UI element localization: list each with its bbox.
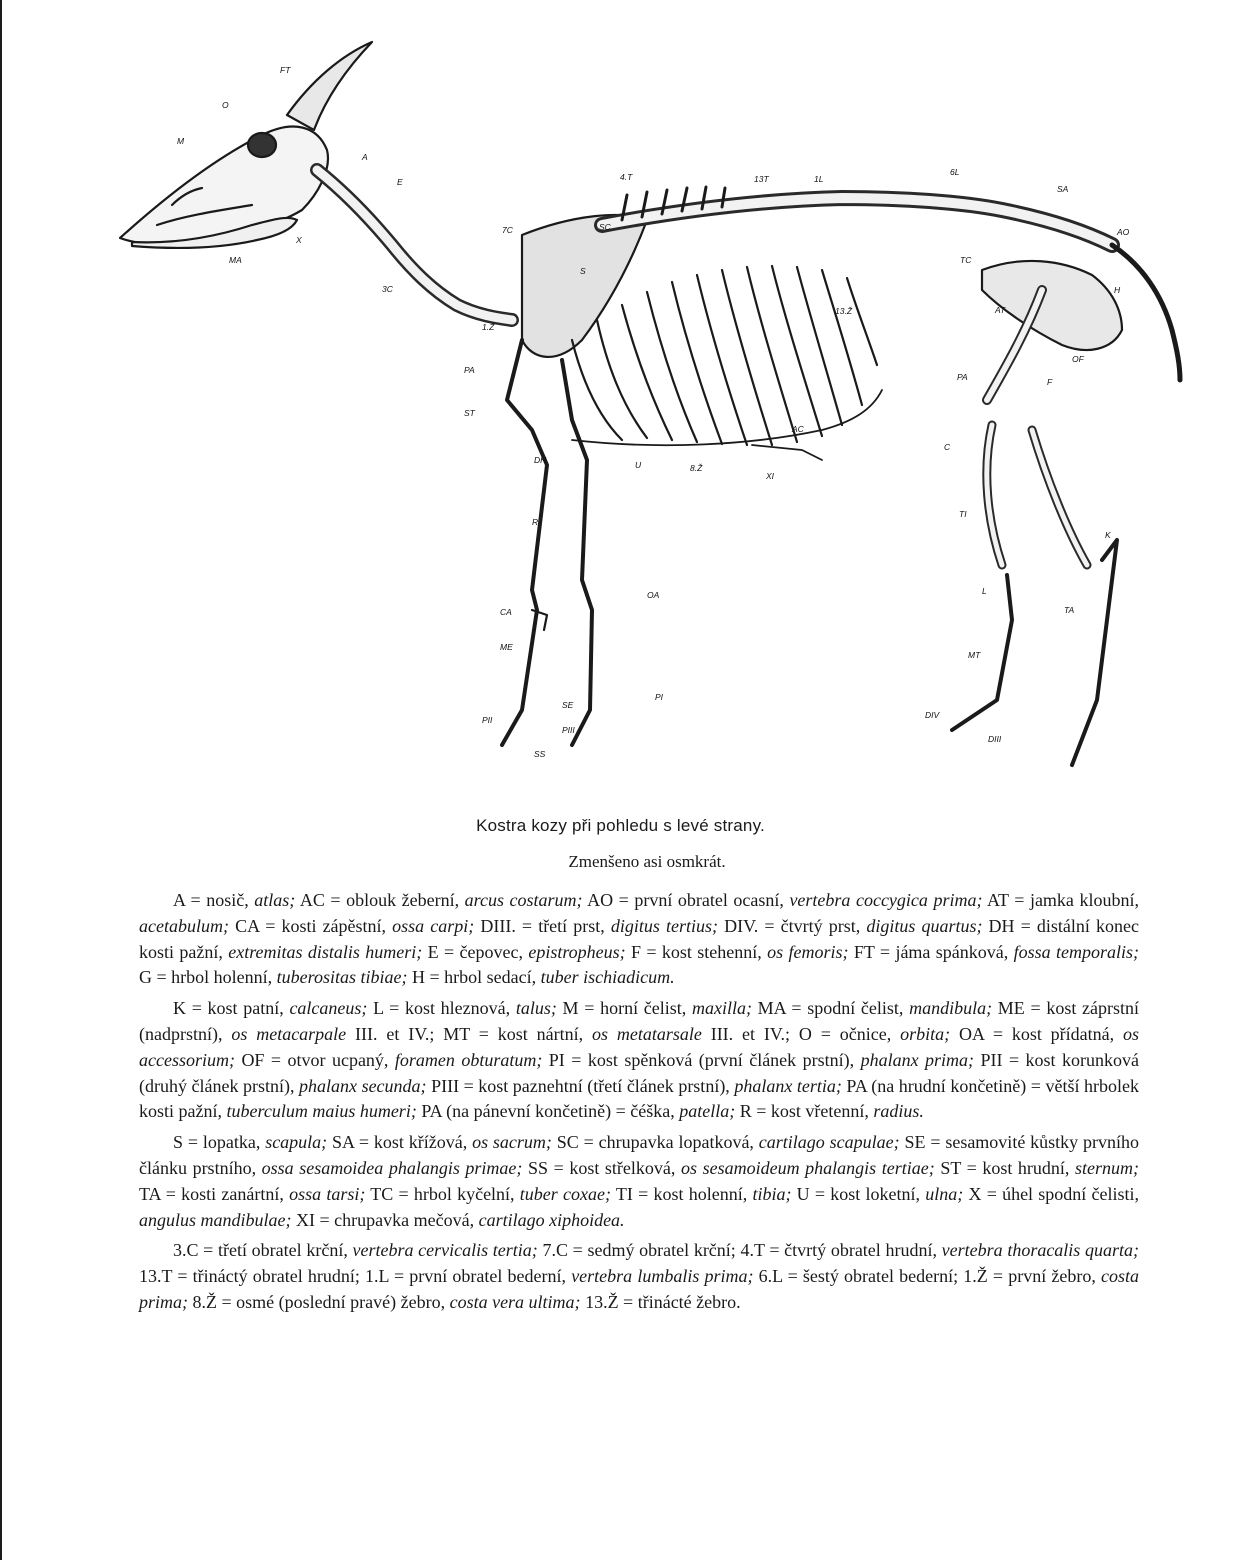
label-k: K [1105, 530, 1111, 540]
latin-term: phalanx prima; [860, 1049, 975, 1070]
legend-text: S = lopatka, [173, 1132, 266, 1153]
label-me: ME [500, 642, 513, 652]
legend-text: 13.T = třináctý obratel hrudní; 1.L = první obratel bederní, [139, 1266, 572, 1287]
latin-term: cartilago xiphoidea. [478, 1209, 625, 1230]
legend-text: AO = první obratel ocasní, [582, 890, 790, 910]
legend-text: PA (na pánevní končetině) = čéška, [416, 1101, 680, 1122]
label-dh: DH [534, 455, 547, 465]
label-piii: PIII [562, 725, 575, 735]
legend-text: R = kost vřetenní, [735, 1101, 874, 1122]
legend-text: 7.C = sedmý obratel krční; 4.T = čtvrtý obratel hrudní, [537, 1240, 942, 1261]
latin-term: os sesamoideum phalangis tertiae; [681, 1157, 935, 1178]
label-o: O [222, 100, 229, 110]
legend-text: E = čepovec, [422, 941, 529, 962]
latin-term: os femoris; [767, 941, 849, 962]
legend-text: ST = kost hrudní, [934, 1157, 1075, 1178]
legend-paragraph-2 [139, 996, 1139, 1125]
figure-caption-title: Kostra kozy při pohledu s levé strany. [476, 816, 765, 835]
legend-text: SA = kost křížová, [327, 1132, 473, 1153]
label-pa-front: PA [464, 365, 475, 375]
legend-text: G = hrbol holenní, [139, 967, 277, 988]
label-13z: 13.Ž [835, 306, 853, 316]
legend-text: TI = kost holenní, [610, 1183, 753, 1204]
legend-text: X = úhel spodní čelisti, [963, 1183, 1140, 1204]
latin-term: os metacarpale [231, 1023, 347, 1044]
legend-text: III. et IV.; O = očnice, [701, 1023, 901, 1044]
label-of: OF [1072, 354, 1084, 364]
legend-text: PI = kost spěnková (první článek prstní), [542, 1049, 861, 1070]
legend-text: PIII = kost paznehtní (třetí článek prstní), [426, 1075, 735, 1096]
label-ac: AC [792, 424, 804, 434]
label-div: DIV [925, 710, 940, 720]
latin-term: arcus costarum; [464, 890, 583, 910]
legend-text: L = kost hleznová, [367, 998, 516, 1019]
label-tc: TC [960, 255, 972, 265]
legend-text: XI = chrupavka mečová, [291, 1209, 479, 1230]
latin-term: calcaneus; [289, 998, 368, 1019]
legend-text: H = hrbol sedací, [407, 967, 541, 988]
label-ta: TA [1064, 605, 1075, 615]
label-a: A [362, 152, 368, 162]
legend-paragraph-1 [139, 888, 1139, 991]
label-ao: AO [1117, 227, 1130, 237]
latin-term: os sacrum; [472, 1132, 552, 1153]
legend-paragraph-3 [139, 1130, 1139, 1233]
latin-term: phalanx secunda; [299, 1075, 427, 1096]
latin-term: digitus quartus; [866, 915, 983, 936]
label-xi: XI [766, 471, 775, 481]
label-s: S [580, 266, 586, 276]
legend-text: PA (na hrudní končetině) = větší hrbolek kosti pažní, [139, 1075, 1139, 1122]
latin-term: costa vera ultima; [449, 1291, 581, 1312]
legend [139, 888, 1139, 1321]
latin-term: maxilla; [691, 998, 752, 1019]
label-pii: PII [482, 715, 493, 725]
latin-term: vertebra thoracalis quarta; [941, 1240, 1139, 1261]
label-6l: 6L [950, 167, 960, 177]
latin-term: scapula; [265, 1132, 328, 1153]
legend-paragraph-4 [139, 1238, 1139, 1315]
label-4t: 4.T [620, 172, 633, 182]
latin-term: costa prima; [139, 1266, 1139, 1312]
label-7c: 7C [502, 225, 513, 235]
latin-term: ossa carpi; [392, 915, 475, 936]
latin-term: sternum; [1075, 1157, 1139, 1178]
label-e: E [397, 177, 403, 187]
label-13t: 13T [754, 174, 769, 184]
label-pi-front: PI [655, 692, 664, 702]
label-h: H [1114, 285, 1121, 295]
legend-text: DIV. = čtvrtý prst, [718, 915, 867, 936]
legend-text: AT = jamka kloubní, [982, 890, 1139, 910]
latin-term: tibia; [752, 1183, 792, 1204]
label-8z: 8.Ž [690, 463, 703, 473]
legend-text: OA = kost přídatná, [950, 1023, 1124, 1044]
legend-text: 3.C = třetí obratel krční, [173, 1240, 353, 1261]
latin-term: tuberculum maius humeri; [226, 1101, 417, 1122]
latin-term: vertebra coccygica prima; [789, 890, 983, 910]
latin-term: mandibula; [909, 998, 993, 1019]
latin-term: os metatarsale [591, 1023, 702, 1044]
legend-text: 13.Ž = třinácté žebro. [580, 1291, 741, 1312]
label-ca: CA [500, 607, 512, 617]
latin-term: tuberositas tibiae; [276, 967, 408, 988]
legend-text: SS = kost střelková, [522, 1157, 681, 1178]
latin-term: ossa tarsi; [289, 1183, 366, 1204]
label-st: ST [464, 408, 475, 418]
latin-term: orbita; [900, 1023, 951, 1044]
legend-text: OF = otvor ucpaný, [234, 1049, 395, 1070]
legend-text: TC = hrbol kyčelní, [365, 1183, 520, 1204]
legend-text: AC = oblouk žeberní, [295, 890, 465, 910]
goat-skeleton-figure [102, 20, 1202, 810]
legend-text: F = kost stehenní, [625, 941, 768, 962]
latin-term: foramen obturatum; [394, 1049, 543, 1070]
label-m: M [177, 136, 185, 146]
legend-text: PII = kost korunková (druhý článek prstní), [139, 1049, 1139, 1096]
legend-text: U = kost loketní, [791, 1183, 926, 1204]
legend-text: SC = chrupavka lopatková, [551, 1132, 759, 1153]
label-oa: OA [647, 590, 660, 600]
label-mt: MT [968, 650, 981, 660]
label-u: U [635, 460, 642, 470]
latin-term: radius. [873, 1101, 924, 1122]
latin-term: tuber coxae; [519, 1183, 611, 1204]
latin-term: acetabulum; [139, 915, 229, 936]
legend-text: 8.Ž = osmé (poslední pravé) žebro, [188, 1291, 450, 1312]
latin-term: cartilago scapulae; [758, 1132, 900, 1153]
legend-text: SE = sesamovité kůstky prvního článku prstního, [139, 1132, 1139, 1178]
label-l: L [982, 586, 987, 596]
legend-text: M = horní čelist, [556, 998, 692, 1019]
latin-term: atlas; [254, 890, 296, 910]
latin-term: os accessorium; [139, 1023, 1140, 1070]
legend-text: DH = distální konec kosti pažní, [139, 915, 1139, 962]
legend-text: TA = kosti zanártní, [139, 1183, 290, 1204]
legend-text: ME = kost záprstní (nadprstní), [139, 998, 1140, 1044]
legend-text: K = kost patní, [173, 998, 290, 1019]
latin-term: vertebra cervicalis tertia; [352, 1240, 538, 1261]
label-1l: 1L [814, 174, 824, 184]
label-ma: MA [229, 255, 242, 265]
latin-term: epistropheus; [528, 941, 626, 962]
legend-text: 6.L = šestý obratel bederní; 1.Ž = první žebro, [753, 1266, 1101, 1287]
label-sc: SC [599, 222, 611, 232]
label-1z: 1.Ž [482, 322, 495, 332]
label-ft: FT [280, 65, 291, 75]
latin-term: fossa temporalis; [1013, 941, 1140, 962]
legend-text: CA = kosti zápěstní, [228, 915, 393, 936]
legend-text: DIII. = třetí prst, [474, 915, 611, 936]
legend-text: A = nosič, [173, 890, 255, 910]
latin-term: talus; [515, 998, 557, 1019]
latin-term: extremitas distalis humeri; [228, 941, 423, 962]
label-ti: TI [959, 509, 967, 519]
label-f: F [1047, 377, 1053, 387]
label-x: X [296, 235, 302, 245]
latin-term: vertebra lumbalis prima; [571, 1266, 754, 1287]
label-3c: 3C [382, 284, 393, 294]
latin-term: phalanx tertia; [734, 1075, 842, 1096]
label-sa: SA [1057, 184, 1069, 194]
label-se: SE [562, 700, 574, 710]
latin-term: patella; [679, 1101, 736, 1122]
latin-term: angulus mandibulae; [139, 1209, 292, 1230]
label-pa-hind: PA [957, 372, 968, 382]
latin-term: ossa sesamoidea phalangis primae; [261, 1157, 523, 1178]
skeleton-drawing [102, 20, 1202, 810]
figure-caption-subtitle: Zmenšeno asi osmkrát. [568, 852, 726, 871]
latin-term: tuber ischiadicum. [540, 967, 675, 988]
label-ss: SS [534, 749, 546, 759]
latin-term: digitus tertius; [610, 915, 718, 936]
label-r: R [532, 517, 539, 527]
label-c: C [944, 442, 951, 452]
legend-text: MA = spodní čelist, [751, 998, 910, 1019]
latin-term: ulna; [925, 1183, 964, 1204]
label-diii: DIII [988, 734, 1002, 744]
label-at: AT [995, 305, 1006, 315]
legend-text: III. et IV.; MT = kost nártní, [346, 1023, 592, 1044]
legend-text: FT = jáma spánková, [848, 941, 1014, 962]
